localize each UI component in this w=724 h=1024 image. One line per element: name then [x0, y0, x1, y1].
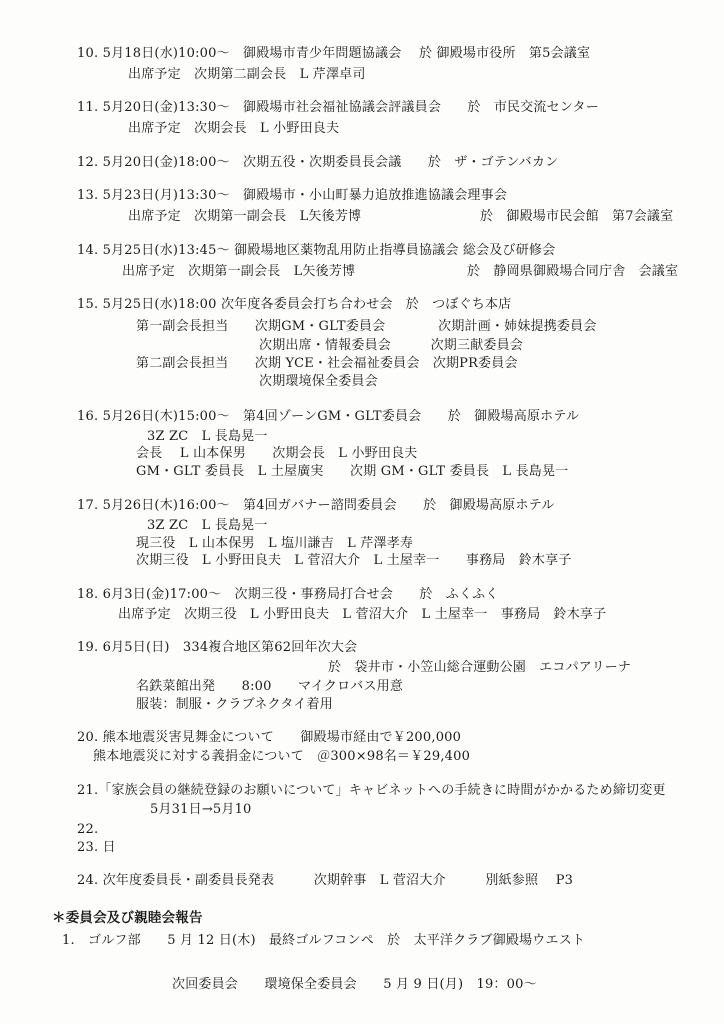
- text-line: 服装：制服・クラブネクタイ着用: [136, 697, 333, 712]
- text-line: 17. 5月26日(木)16:00～ 第4回ガバナー諮問委員会 於 御殿場高原ホテル: [77, 498, 555, 513]
- text-line: 20. 熊本地震災害見舞金について 御殿場市経由で￥200,000: [77, 730, 462, 745]
- text-line: 於 静岡県御殿場合同庁舎 会議室: [467, 264, 679, 279]
- text-line: 出席予定 次期第二副会長 L 芹澤卓司: [128, 67, 366, 82]
- text-line: 次回委員会 環境保全委員会 5 月 9 日(月) 19：00～: [172, 977, 537, 992]
- text-line: 第一副会長担当 次期GM・GLT委員会 次期計画・姉妹提携委員会: [136, 319, 597, 334]
- text-line: 3Z ZC L 長島晃一: [147, 429, 268, 444]
- text-line: 会長 L 山本保男 次期会長 L 小野田良夫: [136, 446, 418, 461]
- text-line: 18. 6月3日(金)17:00～ 次期三役・事務局打合せ会 於 ふくふく: [77, 587, 499, 602]
- text-line: 12. 5月20日(金)18:00～ 次期五役・次期委員長会議 於 ザ・ゴテンバカン: [77, 155, 559, 170]
- text-line: 22.: [77, 822, 99, 837]
- text-line: 名鉄菜館出発 8:00 マイクロバス用意: [136, 679, 404, 694]
- text-line: 24. 次年度委員長・副委員長発表 次期幹事 L 菅沼大介 別紙参照 P3: [77, 873, 574, 888]
- text-line: 5月31日→5月10: [150, 802, 252, 817]
- text-line: 出席予定 次期会長 L 小野田良夫: [128, 121, 340, 136]
- text-line: 13. 5月23日(月)13:30～ 御殿場市・小山町暴力追放推進協議会理事会: [77, 188, 508, 203]
- text-line: 於 御殿場市民会館 第7会議室: [480, 209, 674, 224]
- section-heading: ＊委員会及び親睦会報告: [52, 910, 203, 926]
- text-line: 第二副会長担当 次期 YCE・社会福祉委員会 次期PR委員会: [136, 356, 518, 371]
- text-line: 出席予定 次期三役 L 小野田良夫 L 菅沼大介 L 土屋幸一 事務局 鈴木享子: [118, 607, 607, 622]
- text-line: 出席予定 次期第一副会長 L矢後芳博: [128, 209, 362, 224]
- text-line: 次期環境保全委員会: [259, 374, 378, 389]
- text-line: 16. 5月26日(木)15:00～ 第4回ゾーンGM・GLT委員会 於 御殿場高原ホテル: [77, 409, 580, 424]
- text-line: 21.「家族会員の継続登録のお願いについて」キャビネットへの手続きに時間がかかるため締切変更: [77, 783, 666, 798]
- text-line: 現三役 L 山本保男 L 塩川謙吉 L 芹澤孝寿: [136, 536, 414, 551]
- text-line: 1. ゴルフ部 5 月 12 日(木) 最終ゴルフコンペ 於 太平洋クラブ御殿場ウエスト: [62, 933, 586, 948]
- text-line: 15. 5月25日(水)18:00 次年度各委員会打ち合わせ会 於 つぼぐち本店: [77, 297, 512, 312]
- text-line: GM・GLT 委員長 L 土屋廣実 次期 GM・GLT 委員長 L 長島晃一: [136, 464, 569, 479]
- text-line: 於 袋井市・小笠山総合運動公園 エコパアリーナ: [328, 660, 632, 675]
- text-line: 11. 5月20日(金)13:30～ 御殿場市社会福祉協議会評議員会 於 市民交流センター: [77, 100, 599, 115]
- text-line: 熊本地震災に対する義捐金について ＠300×98名＝￥29,400: [93, 749, 471, 764]
- text-line: 出席予定 次期第一副会長 L矢後芳博: [122, 264, 356, 279]
- text-line: 10. 5月18日(水)10:00～ 御殿場市青少年問題協議会 於 御殿場市役所 第5会議室: [77, 46, 591, 61]
- text-line: 19. 6月5日(日) 334複合地区第62回年次大会: [77, 640, 358, 655]
- text-line: 次期三役 L 小野田良夫 L 菅沼大介 L 土屋幸一 事務局 鈴木享子: [136, 553, 572, 568]
- text-line: 23. 日: [77, 840, 116, 855]
- text-line: 次期出席・情報委員会 次期三献委員会: [259, 338, 524, 353]
- text-line: 14. 5月25日(水)13:45～ 御殿場地区薬物乱用防止指導員協議会 総会及び研修会: [77, 243, 556, 258]
- text-line: 3Z ZC L 長島晃一: [147, 518, 268, 533]
